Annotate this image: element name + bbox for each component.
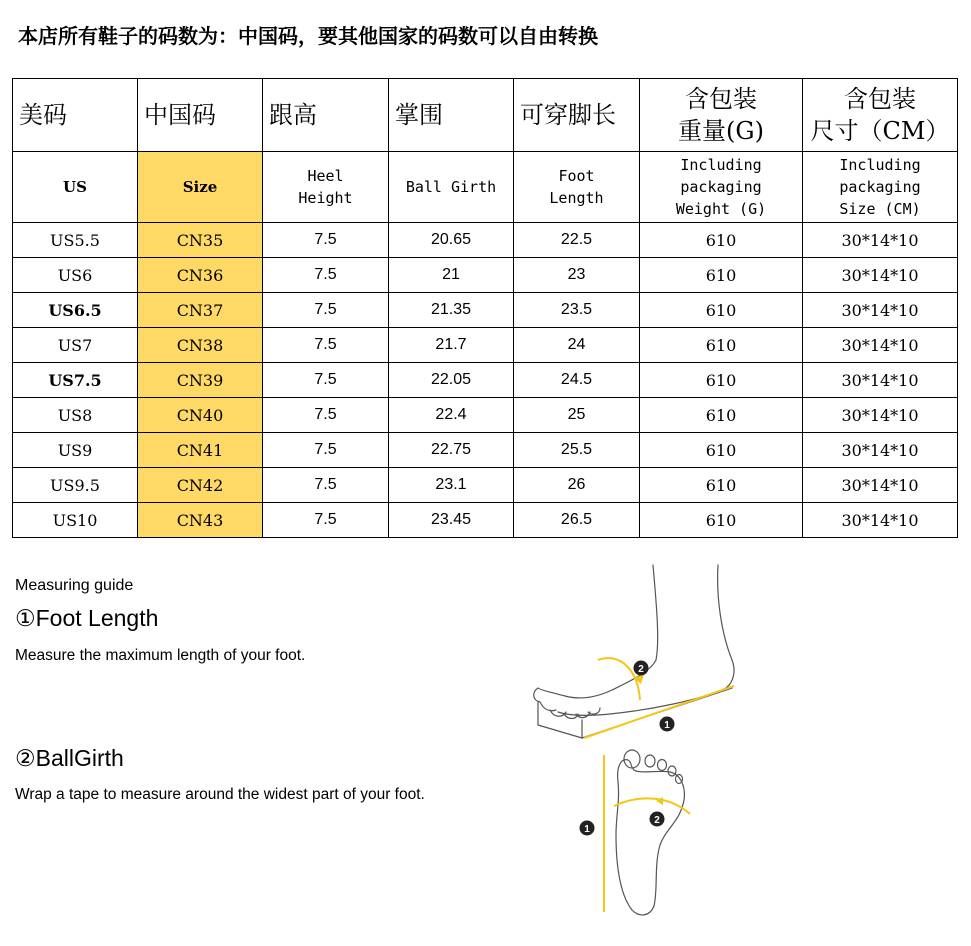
marker-1-icon bbox=[660, 717, 675, 732]
table-row bbox=[13, 293, 958, 328]
us-size-cell: US7 bbox=[13, 328, 138, 363]
foot-length-heading: ①Foot Length bbox=[15, 605, 159, 631]
package-size-cell: 30*14*10 bbox=[803, 363, 958, 398]
header-row-cn bbox=[13, 79, 958, 152]
table-row bbox=[13, 258, 958, 293]
guide-title: Measuring guide bbox=[15, 577, 134, 594]
weight-cell: 610 bbox=[640, 398, 803, 433]
package-size-cell: 30*14*10 bbox=[803, 398, 958, 433]
header-cn-cell: 美码 bbox=[13, 79, 138, 152]
ball-girth-cell: 21.35 bbox=[389, 293, 514, 328]
ball-girth-cell: 23.1 bbox=[389, 468, 514, 503]
ball-girth-cell: 21.7 bbox=[389, 328, 514, 363]
heel-height-cell: 7.5 bbox=[263, 363, 389, 398]
cn-size-cell: CN38 bbox=[138, 328, 263, 363]
ball-girth-cell: 22.75 bbox=[389, 433, 514, 468]
weight-cell: 610 bbox=[640, 258, 803, 293]
table-row bbox=[13, 503, 958, 538]
foot-length-description: Measure the maximum length of your foot. bbox=[15, 647, 306, 664]
package-size-cell: 30*14*10 bbox=[803, 433, 958, 468]
ball-girth-cell: 21 bbox=[389, 258, 514, 293]
us-size-cell: US6.5 bbox=[13, 293, 138, 328]
header-cn-cell: 可穿脚长 bbox=[514, 79, 640, 152]
cn-size-cell: CN35 bbox=[138, 223, 263, 258]
ball-girth-heading: ②BallGirth bbox=[15, 745, 124, 771]
table-row bbox=[13, 433, 958, 468]
ball-girth-cell: 20.65 bbox=[389, 223, 514, 258]
weight-cell: 610 bbox=[640, 223, 803, 258]
header-en-cell: Foot Length bbox=[514, 152, 640, 223]
heel-height-cell: 7.5 bbox=[263, 433, 389, 468]
page-title: 本店所有鞋子的码数为：中国码，要其他国家的码数可以自由转换 bbox=[18, 24, 598, 48]
package-size-cell: 30*14*10 bbox=[803, 258, 958, 293]
weight-cell: 610 bbox=[640, 293, 803, 328]
ball-girth-cell: 22.05 bbox=[389, 363, 514, 398]
foot-measuring-illustration bbox=[520, 560, 750, 920]
weight-cell: 610 bbox=[640, 433, 803, 468]
us-size-cell: US7.5 bbox=[13, 363, 138, 398]
weight-cell: 610 bbox=[640, 503, 803, 538]
marker-2-sole-label: 2 bbox=[654, 815, 660, 826]
weight-cell: 610 bbox=[640, 328, 803, 363]
header-en-cell: Including packaging Size (CM) bbox=[803, 152, 958, 223]
foot-length-cell: 24 bbox=[514, 328, 640, 363]
header-cn-cell: 含包装 重量(G) bbox=[640, 79, 803, 152]
table-row bbox=[13, 398, 958, 433]
header-en-cell: Ball Girth bbox=[389, 152, 514, 223]
cn-size-cell: CN40 bbox=[138, 398, 263, 433]
header-cn-cell: 含包装 尺寸（CM） bbox=[803, 79, 958, 152]
foot-sole-view-icon bbox=[616, 750, 684, 915]
table-row bbox=[13, 363, 958, 398]
cn-size-cell: CN42 bbox=[138, 468, 263, 503]
package-size-cell: 30*14*10 bbox=[803, 503, 958, 538]
marker-2-label: 2 bbox=[638, 664, 644, 675]
marker-2-icon bbox=[634, 661, 649, 676]
foot-length-cell: 23.5 bbox=[514, 293, 640, 328]
ball-girth-description: Wrap a tape to measure around the widest part of your foot. bbox=[15, 786, 425, 803]
foot-length-cell: 22.5 bbox=[514, 223, 640, 258]
size-chart-table bbox=[12, 78, 958, 538]
header-row-en bbox=[13, 152, 958, 223]
heel-height-cell: 7.5 bbox=[263, 293, 389, 328]
foot-length-cell: 23 bbox=[514, 258, 640, 293]
package-size-cell: 30*14*10 bbox=[803, 328, 958, 363]
foot-length-cell: 25.5 bbox=[514, 433, 640, 468]
cn-size-cell: CN36 bbox=[138, 258, 263, 293]
package-size-cell: 30*14*10 bbox=[803, 223, 958, 258]
header-cn-cell: 跟高 bbox=[263, 79, 389, 152]
weight-cell: 610 bbox=[640, 468, 803, 503]
table-row bbox=[13, 468, 958, 503]
header-en-cell: Heel Height bbox=[263, 152, 389, 223]
us-size-cell: US10 bbox=[13, 503, 138, 538]
us-size-cell: US8 bbox=[13, 398, 138, 433]
header-en-cell: US bbox=[13, 152, 138, 223]
foot-length-cell: 24.5 bbox=[514, 363, 640, 398]
foot-length-line bbox=[584, 686, 734, 738]
us-size-cell: US9.5 bbox=[13, 468, 138, 503]
table-row bbox=[13, 223, 958, 258]
cn-size-cell: CN39 bbox=[138, 363, 263, 398]
foot-side-view-icon bbox=[534, 565, 734, 738]
heel-height-cell: 7.5 bbox=[263, 258, 389, 293]
package-size-cell: 30*14*10 bbox=[803, 293, 958, 328]
cn-size-cell: CN37 bbox=[138, 293, 263, 328]
heel-height-cell: 7.5 bbox=[263, 503, 389, 538]
weight-cell: 610 bbox=[640, 363, 803, 398]
foot-length-cell: 25 bbox=[514, 398, 640, 433]
heel-height-cell: 7.5 bbox=[263, 468, 389, 503]
heel-height-cell: 7.5 bbox=[263, 223, 389, 258]
marker-1-sole-label: 1 bbox=[584, 824, 590, 835]
header-en-cell: Including packaging Weight (G) bbox=[640, 152, 803, 223]
us-size-cell: US6 bbox=[13, 258, 138, 293]
header-cn-cell: 中国码 bbox=[138, 79, 263, 152]
header-en-cell: Size bbox=[138, 152, 263, 223]
marker-1-label: 1 bbox=[664, 720, 670, 731]
foot-length-cell: 26.5 bbox=[514, 503, 640, 538]
heel-height-cell: 7.5 bbox=[263, 328, 389, 363]
cn-size-cell: CN43 bbox=[138, 503, 263, 538]
ball-girth-cell: 23.45 bbox=[389, 503, 514, 538]
foot-length-cell: 26 bbox=[514, 468, 640, 503]
heel-height-cell: 7.5 bbox=[263, 398, 389, 433]
us-size-cell: US5.5 bbox=[13, 223, 138, 258]
header-cn-cell: 掌围 bbox=[389, 79, 514, 152]
package-size-cell: 30*14*10 bbox=[803, 468, 958, 503]
ball-girth-cell: 22.4 bbox=[389, 398, 514, 433]
cn-size-cell: CN41 bbox=[138, 433, 263, 468]
marker-2-sole-icon bbox=[650, 812, 665, 827]
us-size-cell: US9 bbox=[13, 433, 138, 468]
table-row bbox=[13, 328, 958, 363]
marker-1-sole-icon bbox=[580, 821, 595, 836]
sole-girth-line bbox=[614, 798, 690, 814]
